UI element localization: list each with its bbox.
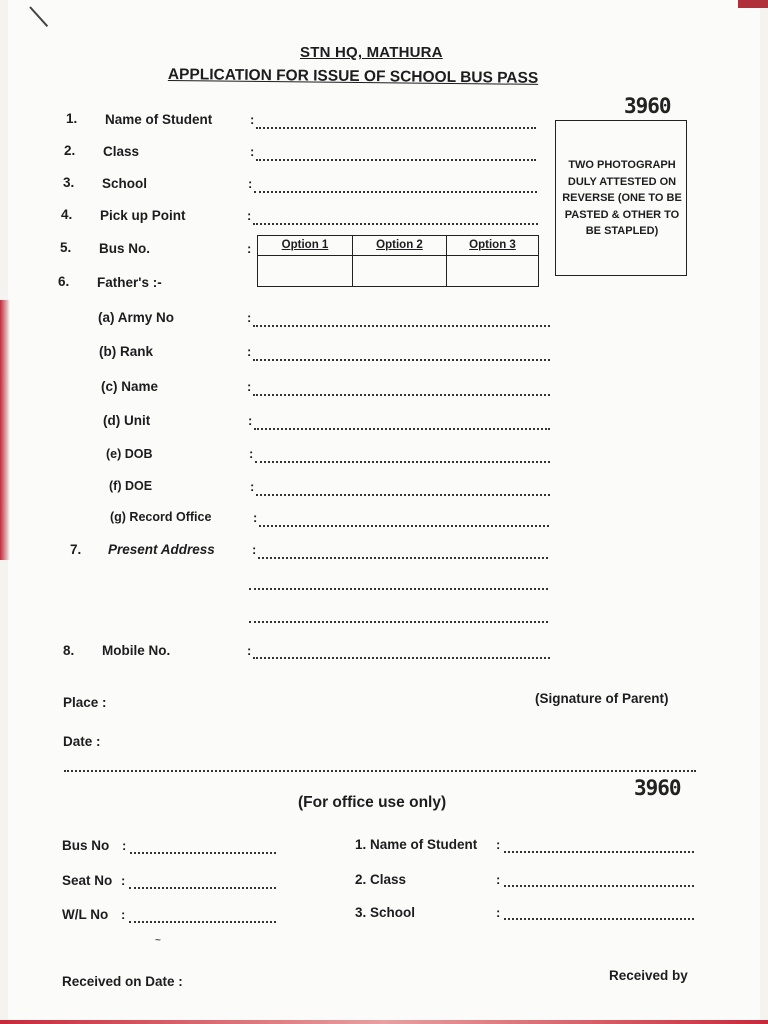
office-use-heading: (For office use only)	[298, 794, 447, 811]
dob-input-line[interactable]	[255, 449, 550, 463]
doe-input-line[interactable]	[256, 482, 550, 496]
office-name-of-student-input-line[interactable]	[504, 839, 694, 853]
colon: :	[247, 208, 252, 223]
colon: :	[252, 542, 257, 557]
red-edge-left	[0, 300, 10, 560]
father-label-doe: (f) DOE	[109, 479, 153, 493]
pick-up-point-input-line[interactable]	[253, 211, 538, 225]
field-num-3: 3.	[63, 175, 75, 190]
form-title: APPLICATION FOR ISSUE OF SCHOOL BUS PASS	[167, 66, 539, 87]
ink-smudge: ~	[155, 935, 161, 946]
bus-option-2-header: Option 2	[353, 236, 447, 256]
colon: :	[248, 413, 253, 428]
office-label-bus-no: Bus No	[62, 838, 110, 853]
office-label-wl-no: W/L No	[62, 907, 109, 922]
field-label-pick-up-point: Pick up Point	[100, 208, 186, 223]
colon: :	[250, 479, 255, 494]
colon: :	[247, 241, 252, 256]
colon: :	[247, 310, 252, 325]
father-name-input-line[interactable]	[253, 382, 550, 396]
colon: :	[253, 510, 258, 525]
bus-options-table	[257, 235, 539, 287]
field-num-5: 5.	[60, 240, 72, 255]
father-label-dob: (e) DOB	[106, 447, 153, 461]
address-line-2[interactable]	[249, 576, 548, 590]
cut-line	[64, 766, 696, 772]
colon: :	[496, 905, 501, 920]
office-label-name-of-student: 1. Name of Student	[355, 837, 478, 852]
office-seat-no-input-line[interactable]	[129, 875, 276, 889]
colon: :	[250, 112, 255, 127]
received-on-date-label: Received on Date :	[62, 974, 183, 989]
field-num-6: 6.	[58, 274, 70, 289]
record-office-input-line[interactable]	[259, 513, 549, 527]
field-label-name-of-student: Name of Student	[105, 112, 213, 127]
station-title: STN HQ, MATHURA	[300, 44, 443, 61]
father-label-unit: (d) Unit	[103, 413, 151, 428]
colon: :	[247, 344, 252, 359]
colon: :	[249, 446, 254, 461]
colon: :	[247, 379, 252, 394]
address-line-3[interactable]	[249, 609, 548, 623]
field-label-present-address: Present Address	[108, 542, 215, 557]
father-label-rank: (b) Rank	[99, 344, 153, 359]
army-no-input-line[interactable]	[253, 313, 550, 327]
field-num-1: 1.	[66, 111, 78, 126]
colon: :	[247, 643, 252, 658]
received-by-label: Received by	[609, 968, 688, 983]
school-input-line[interactable]	[254, 179, 537, 193]
office-label-seat-no: Seat No	[62, 873, 113, 888]
field-label-class: Class	[103, 144, 140, 159]
field-label-school: School	[102, 176, 148, 191]
photo-instructions: TWO PHOTOGRAPH DULY ATTESTED ON REVERSE (ONE TO BE PASTED & OTHER TO BE STAPLED)	[562, 159, 682, 237]
serial-number-top: 3960	[624, 94, 671, 118]
colon: :	[122, 838, 127, 853]
class-input-line[interactable]	[256, 147, 536, 161]
rank-input-line[interactable]	[253, 347, 550, 361]
unit-input-line[interactable]	[254, 416, 550, 430]
colon: :	[496, 872, 501, 887]
office-wl-no-input-line[interactable]	[129, 909, 276, 923]
field-num-8: 8.	[63, 643, 75, 658]
field-num-2: 2.	[64, 143, 76, 158]
office-school-input-line[interactable]	[504, 906, 694, 920]
mobile-input-line[interactable]	[253, 645, 550, 659]
field-num-7: 7.	[70, 542, 82, 557]
field-num-4: 4.	[61, 207, 73, 222]
red-edge-top	[738, 0, 768, 8]
date-label: Date :	[63, 734, 101, 749]
office-bus-no-input-line[interactable]	[130, 840, 276, 854]
office-label-class: 2. Class	[355, 872, 407, 887]
place-label: Place :	[63, 695, 107, 710]
father-label-army-no: (a) Army No	[98, 310, 175, 325]
colon: :	[121, 907, 126, 922]
photo-box[interactable]	[555, 120, 687, 276]
bus-option-2-cell[interactable]	[353, 256, 447, 286]
name-of-student-input-line[interactable]	[256, 115, 536, 129]
colon: :	[250, 144, 255, 159]
field-label-mobile-no: Mobile No.	[102, 643, 171, 658]
colon: :	[248, 176, 253, 191]
red-edge-bottom	[0, 1020, 768, 1024]
office-label-school: 3. School	[355, 905, 416, 920]
field-label-bus-no: Bus No.	[99, 241, 151, 256]
colon: :	[121, 873, 126, 888]
serial-number-bottom: 3960	[634, 776, 681, 800]
father-label-record-office: (g) Record Office	[110, 510, 212, 524]
bus-option-1-header: Option 1	[258, 236, 353, 256]
address-line-1[interactable]	[258, 545, 548, 559]
bus-option-3-header: Option 3	[447, 236, 538, 256]
signature-of-parent-label: (Signature of Parent)	[535, 691, 669, 706]
bus-option-1-cell[interactable]	[258, 256, 353, 286]
office-class-input-line[interactable]	[504, 873, 694, 887]
bus-option-3-cell[interactable]	[447, 256, 538, 286]
father-label-name: (c) Name	[101, 379, 159, 394]
colon: :	[496, 837, 501, 852]
field-label-fathers: Father's :-	[97, 275, 162, 290]
